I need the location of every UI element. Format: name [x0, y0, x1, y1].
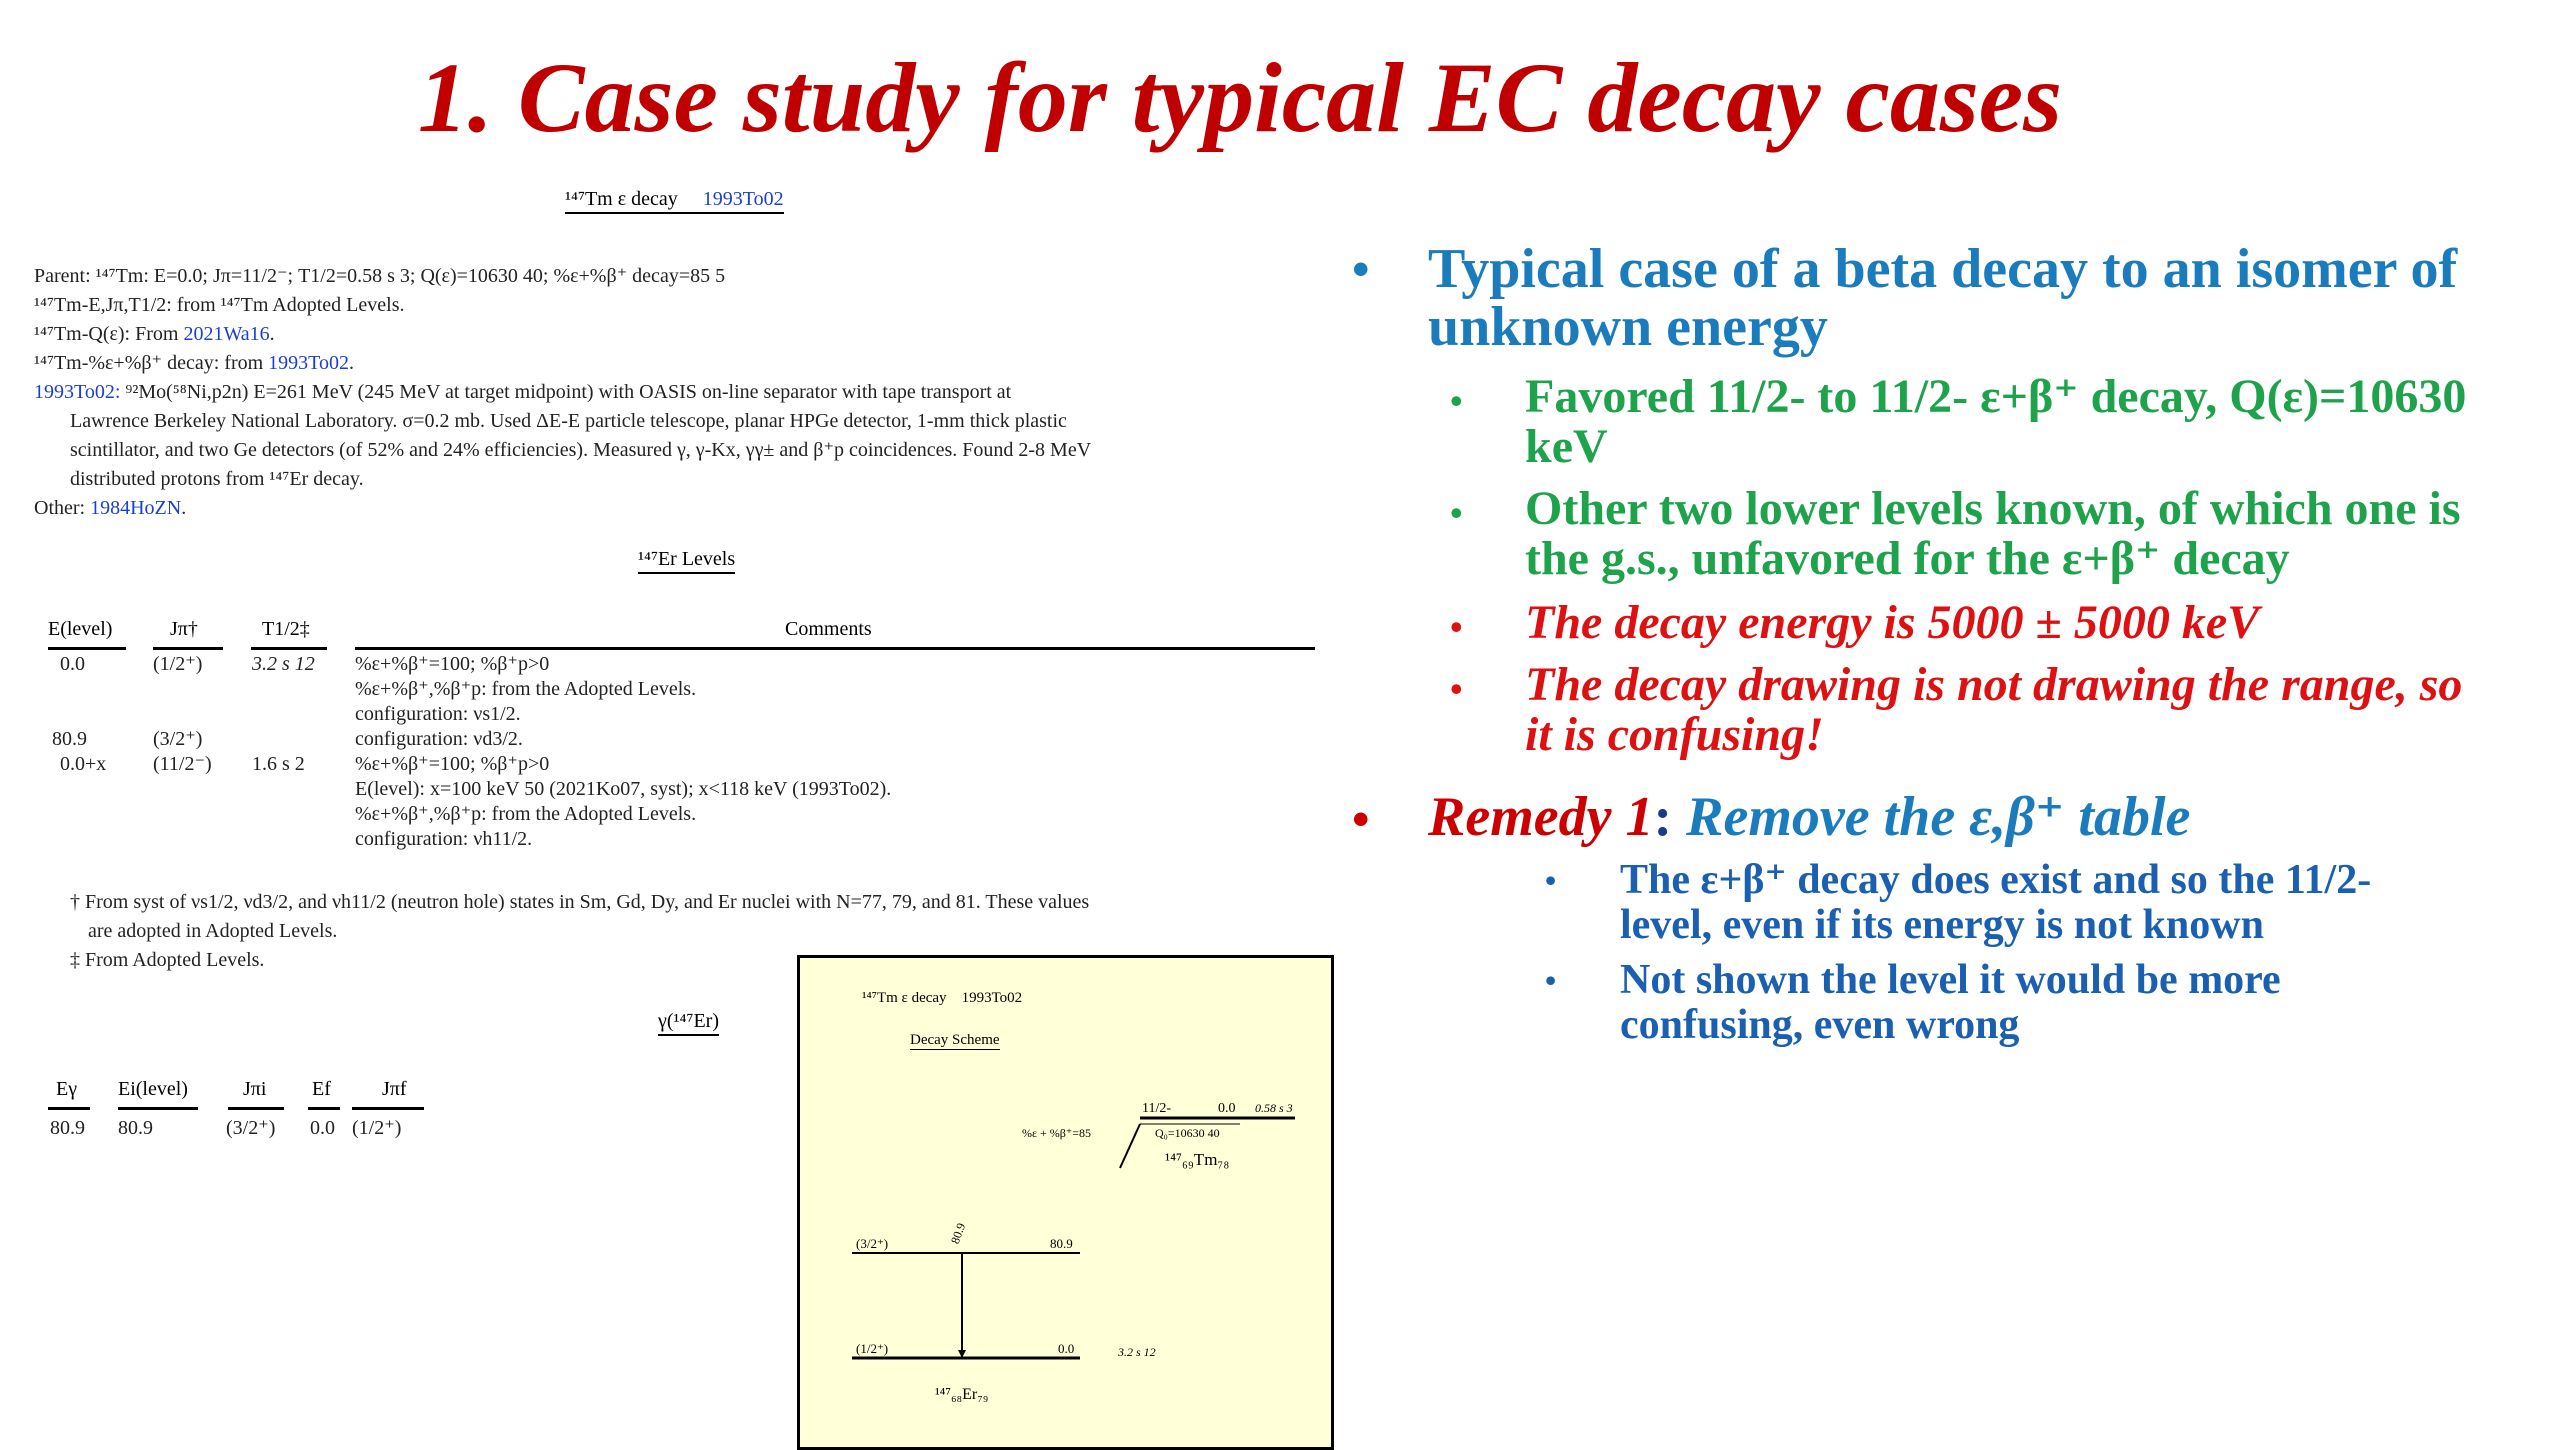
doc-line-3: ¹⁴⁷Tm-Q(ε): From 2021Wa16. — [34, 323, 275, 345]
gamma-cell: 80.9 — [118, 1117, 153, 1139]
remedy-item: Remedy 1: Remove the ε,β⁺ table — [1428, 786, 2191, 848]
level-comment: configuration: νs1/2. — [355, 703, 521, 725]
scheme-subtitle: Decay Scheme — [910, 1032, 1000, 1048]
gamma-col: Eγ — [56, 1078, 78, 1100]
gamma-cell: 80.9 — [50, 1117, 85, 1139]
gamma-energy-label: 80.9 — [947, 1221, 969, 1246]
decay-scheme-figure — [797, 955, 1334, 1450]
level-spin: (3/2⁺) — [153, 728, 203, 750]
bullet-item: The decay energy is 5000 ± 5000 keV — [1525, 596, 2260, 649]
level-energy: 80.9 — [52, 728, 87, 750]
level-comment: E(level): x=100 keV 50 (2021Ko07, syst); x<118 keV (1993To02). — [355, 778, 892, 800]
level-comment: %ε+%β⁺=100; %β⁺p>0 — [355, 753, 550, 775]
doc-line-2: ¹⁴⁷Tm-E,Jπ,T1/2: from ¹⁴⁷Tm Adopted Levels. — [34, 294, 405, 316]
q-value-label: Q₀=10630 40 — [1155, 1126, 1220, 1140]
level-spin-label: (1/2⁺) — [856, 1341, 889, 1356]
level-spin: (11/2⁻) — [153, 753, 212, 775]
divider — [355, 647, 1315, 650]
divider — [352, 1107, 424, 1110]
bullet-item: Favored 11/2- to 11/2- ε+β⁺ decay, Q(ε)=10630 keV — [1525, 370, 2467, 473]
bullet-item: Other two lower levels known, of which one is the g.s., unfavored for the ε+β⁺ decay — [1525, 482, 2461, 585]
bullet-item: Typical case of a beta decay to an isomer of unknown energy — [1428, 238, 2458, 358]
levels-col-comments: Comments — [785, 618, 872, 640]
ref-link[interactable]: 1993To02 — [268, 352, 349, 374]
levels-col-jpi: Jπ† — [170, 618, 198, 640]
daughter-nucleus: ¹⁴⁷₆₈Er₇₉ — [935, 1386, 989, 1403]
divider — [118, 1107, 198, 1110]
gamma-cell: 0.0 — [310, 1117, 335, 1139]
level-comment: %ε+%β⁺,%β⁺p: from the Adopted Levels. — [355, 803, 697, 825]
level-halflife: 1.6 s 2 — [252, 753, 305, 775]
gamma-cell: (1/2⁺) — [352, 1117, 402, 1139]
divider — [228, 1107, 284, 1110]
ref-link[interactable]: 1984HoZN — [90, 497, 182, 519]
level-energy-label: 0.0 — [1058, 1341, 1075, 1356]
levels-col-t12: T1/2‡ — [262, 618, 310, 640]
branching-label: %ε + %β⁺=85 — [1022, 1126, 1092, 1140]
level-spin: (1/2⁺) — [153, 653, 203, 675]
bullet-dot: • — [1450, 607, 1463, 647]
parent-nucleus: ¹⁴⁷₆₉Tm₇₈ — [1165, 1150, 1230, 1169]
level-energy-label: 80.9 — [1050, 1236, 1073, 1251]
level-spin-label: (3/2⁺) — [856, 1236, 889, 1251]
bullet-dot: • — [1545, 962, 1557, 998]
gamma-col: Jπi — [243, 1078, 267, 1100]
levels-heading: ¹⁴⁷Er Levels — [638, 548, 735, 571]
bullet-dot: • — [1450, 669, 1463, 709]
bullet-dot: • — [1450, 493, 1463, 533]
doc-heading-ref[interactable]: 1993To02 — [702, 188, 784, 210]
reference-paragraph: 1993To02: ⁹²Mo(⁵⁸Ni,p2n) E=261 MeV (245 MeV at target midpoint) with OASIS on-line separator with tape transport at Lawrence Berkeley National Laboratory. σ=0.2 mb. Used ΔE-E particle telescope, planar HPGe detector, 1-mm thick plastic scintillator, and two Ge detectors (of 52% and 24% efficiencies). Measured γ, γ-Kx, γγ± and β⁺p coincidences. Found 2-8 MeV distributed protons from ¹⁴⁷Er decay. — [34, 381, 1092, 490]
parent-energy: 0.0 — [1218, 1101, 1236, 1116]
bullet-dot: • — [1450, 381, 1463, 421]
footnote: are adopted in Adopted Levels. — [88, 920, 338, 942]
level-comment: configuration: νd3/2. — [355, 728, 523, 750]
divider — [153, 647, 223, 650]
parent-halflife: 0.58 s 3 — [1255, 1101, 1293, 1115]
scheme-title: ¹⁴⁷Tm ε decay 1993To02 — [862, 990, 1023, 1006]
parent-line: Parent: ¹⁴⁷Tm: E=0.0; Jπ=11/2⁻; T1/2=0.58 s 3; Q(ε)=10630 40; %ε+%β⁺ decay=85 5 — [34, 265, 726, 287]
slide-title: 1. Case study for typical EC decay cases — [417, 42, 2063, 153]
gamma-col: Ei(level) — [118, 1078, 188, 1100]
doc-heading-text: ¹⁴⁷Tm ε decay — [565, 188, 678, 210]
level-comment: %ε+%β⁺=100; %β⁺p>0 — [355, 653, 550, 675]
gamma-col: Ef — [312, 1078, 331, 1100]
bullet-dot: • — [1545, 862, 1557, 898]
other-line: Other: 1984HoZN. — [34, 497, 187, 519]
gamma-col: Jπf — [382, 1078, 407, 1100]
bullet-dot: • — [1352, 791, 1370, 847]
gamma-cell: (3/2⁺) — [226, 1117, 276, 1139]
level-halflife: 3.2 s 12 — [252, 653, 315, 675]
level-halflife-label: 3.2 s 12 — [1118, 1345, 1156, 1359]
doc-header-block — [34, 262, 1091, 523]
bullet-item: The decay drawing is not drawing the range, so it is confusing! — [1525, 658, 2463, 761]
level-comment: configuration: νh11/2. — [355, 828, 533, 850]
sub-bullet-item: The ε+β⁺ decay does exist and so the 11/2- level, even if its energy is not known — [1620, 857, 2372, 948]
level-energy: 0.0+x — [60, 753, 107, 775]
bullet-dot: • — [1352, 241, 1370, 297]
level-energy: 0.0 — [60, 653, 85, 675]
ref-link[interactable]: 1993To02: — [34, 381, 121, 403]
ref-link[interactable]: 2021Wa16 — [183, 323, 270, 345]
divider — [48, 1107, 90, 1110]
doc-line-4: ¹⁴⁷Tm-%ε+%β⁺ decay: from 1993To02. — [34, 352, 354, 374]
footnote: ‡ From Adopted Levels. — [70, 949, 265, 971]
divider — [251, 647, 327, 650]
gamma-heading: γ(¹⁴⁷Er) — [658, 1010, 719, 1033]
divider — [308, 1107, 340, 1110]
levels-col-elevel: E(level) — [48, 618, 113, 640]
parent-spin: 11/2- — [1142, 1101, 1172, 1116]
level-comment: %ε+%β⁺,%β⁺p: from the Adopted Levels. — [355, 678, 697, 700]
footnote: † From syst of νs1/2, νd3/2, and νh11/2 (neutron hole) states in Sm, Gd, Dy, and Er nuclei with N=77, 79, and 81. These values — [70, 891, 1090, 913]
sub-bullet-item: Not shown the level it would be more confusing, even wrong — [1620, 957, 2281, 1048]
doc-heading — [565, 188, 784, 211]
divider — [48, 647, 126, 650]
decay-scheme-lines — [800, 958, 1331, 1447]
